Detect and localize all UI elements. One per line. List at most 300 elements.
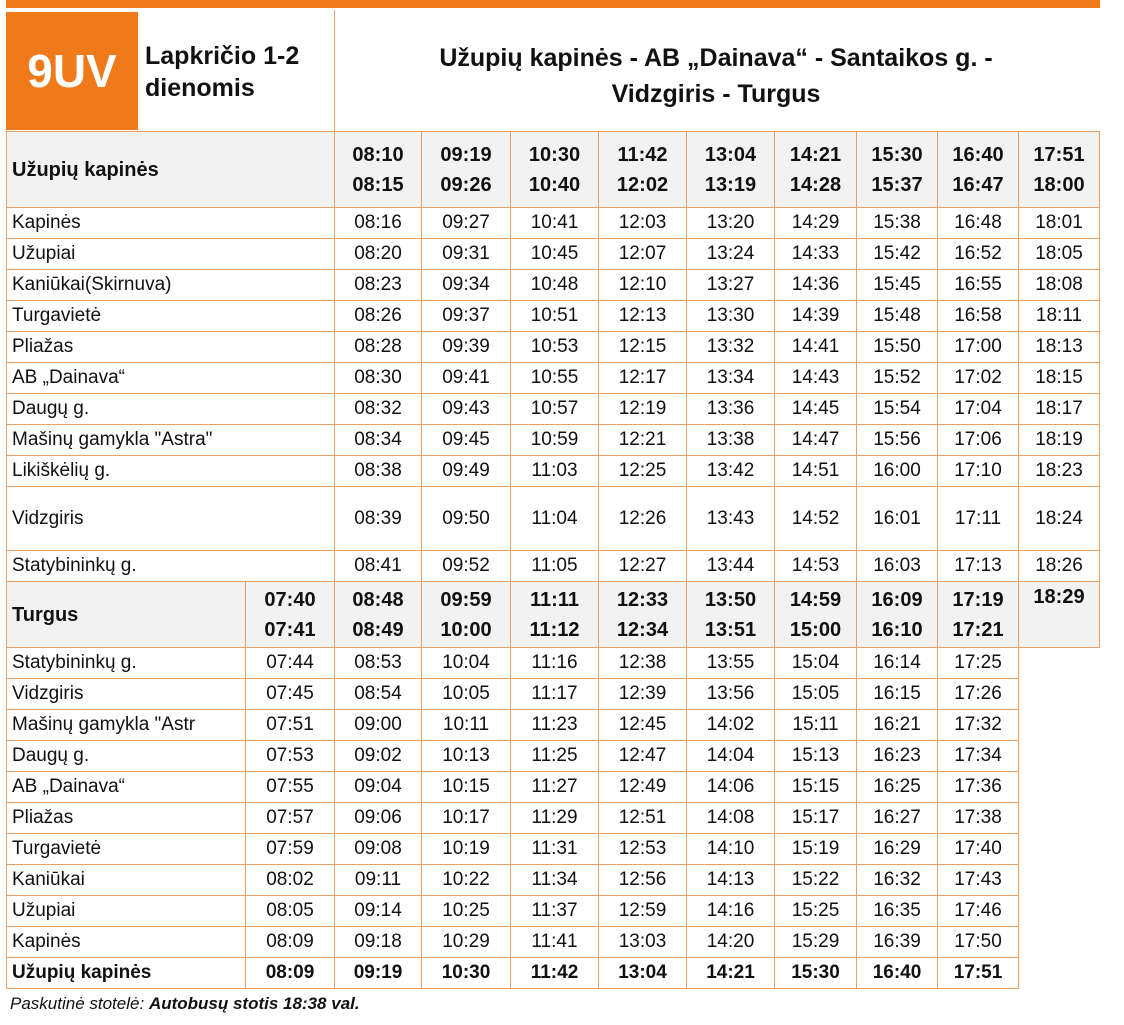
stop-name: Vidzgiris: [7, 679, 246, 710]
table-row: [7, 208, 1100, 239]
time-cell: 14:04: [687, 741, 775, 772]
time-cell: 17:32: [938, 710, 1019, 741]
time-value: 08:49: [352, 618, 404, 641]
stop-name: Statybininkų g.: [7, 648, 246, 679]
empty-cell: [1019, 648, 1100, 679]
timetable: [6, 131, 1100, 989]
time-cell: 11:04: [511, 487, 599, 551]
table-row: [7, 927, 1100, 958]
time-cell: 16:23: [857, 741, 938, 772]
departure-time: [335, 582, 422, 648]
header-divider: [334, 10, 335, 131]
time-cell: 15:50: [857, 332, 938, 363]
time-cell: 12:03: [599, 208, 687, 239]
time-cell: 18:19: [1019, 425, 1100, 456]
time-cell: 16:14: [857, 648, 938, 679]
time-cell: 14:20: [687, 927, 775, 958]
table-row: [7, 648, 1100, 679]
time-value: 10:40: [528, 173, 581, 196]
time-cell: 17:25: [938, 648, 1019, 679]
time-cell: 16:58: [938, 301, 1019, 332]
time-cell: 16:21: [857, 710, 938, 741]
top-accent-bar: [6, 0, 1100, 8]
time-cell: 14:29: [775, 208, 857, 239]
time-cell: 10:17: [422, 803, 511, 834]
time-cell: 13:42: [687, 456, 775, 487]
time-cell: 13:44: [687, 551, 775, 582]
time-cell: 10:45: [511, 239, 599, 270]
time-cell: 16:32: [857, 865, 938, 896]
table-row: [7, 582, 1100, 648]
departure-time: [422, 582, 511, 648]
time-cell: 14:08: [687, 803, 775, 834]
empty-cell: [1019, 679, 1100, 710]
time-cell: 16:00: [857, 456, 938, 487]
time-cell: 18:17: [1019, 394, 1100, 425]
time-cell: 10:13: [422, 741, 511, 772]
time-cell: 15:05: [775, 679, 857, 710]
empty-cell: [1019, 772, 1100, 803]
time-value: 15:30: [871, 143, 923, 166]
time-cell: 12:25: [599, 456, 687, 487]
time-cell: 13:24: [687, 239, 775, 270]
time-cell: 10:04: [422, 648, 511, 679]
time-cell: 10:51: [511, 301, 599, 332]
time-cell: 10:57: [511, 394, 599, 425]
empty-cell: [1019, 741, 1100, 772]
time-cell: 09:02: [335, 741, 422, 772]
time-cell: 09:45: [422, 425, 511, 456]
time-cell: 15:25: [775, 896, 857, 927]
time-cell: 14:43: [775, 363, 857, 394]
time-cell: 07:44: [246, 648, 335, 679]
time-cell: 14:53: [775, 551, 857, 582]
time-cell: 10:29: [422, 927, 511, 958]
route-title-line-2: Vidzgiris - Turgus: [611, 80, 821, 108]
time-cell: 09:06: [335, 803, 422, 834]
table-row: [7, 865, 1100, 896]
stop-name: AB „Dainava“: [7, 772, 246, 803]
departure-time: [687, 582, 775, 648]
time-value: 13:51: [704, 618, 757, 641]
time-cell: 07:59: [246, 834, 335, 865]
time-cell: 14:33: [775, 239, 857, 270]
time-cell: 16:01: [857, 487, 938, 551]
time-cell: 07:51: [246, 710, 335, 741]
time-cell: 09:39: [422, 332, 511, 363]
time-cell: 14:47: [775, 425, 857, 456]
time-cell: 13:04: [599, 958, 687, 989]
time-cell: 11:03: [511, 456, 599, 487]
table-row: [7, 772, 1100, 803]
time-cell: 15:11: [775, 710, 857, 741]
time-cell: 09:18: [335, 927, 422, 958]
time-cell: 12:45: [599, 710, 687, 741]
time-cell: 17:13: [938, 551, 1019, 582]
time-cell: 09:14: [335, 896, 422, 927]
table-row: [7, 710, 1100, 741]
time-value: 09:26: [440, 173, 492, 196]
stop-name: Pliažas: [7, 803, 246, 834]
time-cell: 14:41: [775, 332, 857, 363]
time-value: 13:04: [704, 143, 757, 166]
time-cell: 10:53: [511, 332, 599, 363]
time-cell: 16:29: [857, 834, 938, 865]
time-cell: 16:27: [857, 803, 938, 834]
time-value: 12:02: [616, 173, 669, 196]
days-line-1: Lapkričio 1-2: [145, 42, 300, 70]
table-row: [7, 425, 1100, 456]
time-value: 14:28: [789, 173, 842, 196]
time-cell: 17:38: [938, 803, 1019, 834]
time-cell: 18:11: [1019, 301, 1100, 332]
time-cell: 09:41: [422, 363, 511, 394]
time-cell: 12:13: [599, 301, 687, 332]
time-cell: 09:49: [422, 456, 511, 487]
time-cell: 13:32: [687, 332, 775, 363]
time-cell: 08:02: [246, 865, 335, 896]
time-cell: 10:25: [422, 896, 511, 927]
stop-name: Užupiai: [7, 239, 335, 270]
empty-cell: [1019, 710, 1100, 741]
time-cell: 15:17: [775, 803, 857, 834]
time-cell: 14:21: [687, 958, 775, 989]
time-cell: 11:27: [511, 772, 599, 803]
departure-time: [1019, 132, 1100, 208]
time-cell: 10:15: [422, 772, 511, 803]
time-cell: 13:27: [687, 270, 775, 301]
departure-time: [246, 582, 335, 648]
departure-time: [599, 582, 687, 648]
time-cell: 17:50: [938, 927, 1019, 958]
time-cell: 07:45: [246, 679, 335, 710]
time-cell: 15:45: [857, 270, 938, 301]
empty-cell: [1019, 803, 1100, 834]
time-cell: 10:19: [422, 834, 511, 865]
time-cell: 13:55: [687, 648, 775, 679]
route-number-badge: 9UV: [6, 12, 138, 130]
route-title: [336, 40, 1096, 112]
time-cell: 10:22: [422, 865, 511, 896]
time-cell: 18:05: [1019, 239, 1100, 270]
empty-cell: [1019, 896, 1100, 927]
time-cell: 08:05: [246, 896, 335, 927]
time-cell: 10:11: [422, 710, 511, 741]
stop-name: Mašinų gamykla "Astr: [7, 710, 246, 741]
time-cell: 08:53: [335, 648, 422, 679]
time-cell: 12:38: [599, 648, 687, 679]
time-cell: 10:41: [511, 208, 599, 239]
time-cell: 08:09: [246, 958, 335, 989]
time-cell: 15:13: [775, 741, 857, 772]
departure-time: [422, 132, 511, 208]
time-cell: 16:35: [857, 896, 938, 927]
time-cell: 08:32: [335, 394, 422, 425]
table-row: [7, 896, 1100, 927]
time-value: 16:47: [952, 173, 1004, 196]
table-row: [7, 834, 1100, 865]
time-value: 16:10: [871, 618, 923, 641]
time-cell: 12:27: [599, 551, 687, 582]
time-cell: 18:13: [1019, 332, 1100, 363]
departure-time: [775, 582, 857, 648]
time-cell: 09:34: [422, 270, 511, 301]
time-cell: 08:39: [335, 487, 422, 551]
time-cell: 18:23: [1019, 456, 1100, 487]
time-cell: 15:38: [857, 208, 938, 239]
time-cell: 12:51: [599, 803, 687, 834]
time-value: 13:19: [704, 173, 757, 196]
departure-time: [938, 582, 1019, 648]
empty-cell: [1019, 927, 1100, 958]
time-value: 15:37: [871, 173, 923, 196]
departure-time: [511, 582, 599, 648]
time-cell: 08:26: [335, 301, 422, 332]
departure-time: [857, 582, 938, 648]
time-cell: 17:36: [938, 772, 1019, 803]
time-cell: 12:49: [599, 772, 687, 803]
empty-cell: [1019, 865, 1100, 896]
time-cell: 14:39: [775, 301, 857, 332]
time-cell: 18:26: [1019, 551, 1100, 582]
time-value: 10:00: [440, 618, 492, 641]
time-value: 11:12: [529, 618, 580, 641]
time-cell: 11:34: [511, 865, 599, 896]
time-cell: 14:13: [687, 865, 775, 896]
time-cell: 11:16: [511, 648, 599, 679]
time-cell: 17:43: [938, 865, 1019, 896]
departure-time: [775, 132, 857, 208]
stop-name: Turgavietė: [7, 301, 335, 332]
table-row: [7, 551, 1100, 582]
time-cell: 17:00: [938, 332, 1019, 363]
time-cell: 09:43: [422, 394, 511, 425]
time-cell: 08:23: [335, 270, 422, 301]
time-cell: 15:15: [775, 772, 857, 803]
table-row: [7, 363, 1100, 394]
time-cell: 08:38: [335, 456, 422, 487]
time-value: 08:10: [352, 143, 404, 166]
time-value: 13:50: [704, 588, 757, 611]
time-cell: 13:36: [687, 394, 775, 425]
time-cell: 13:43: [687, 487, 775, 551]
time-cell: 10:48: [511, 270, 599, 301]
time-cell: 18:24: [1019, 487, 1100, 551]
stop-name: Kapinės: [7, 927, 246, 958]
time-cell: 15:22: [775, 865, 857, 896]
time-cell: 09:31: [422, 239, 511, 270]
stop-name: Užupių kapinės: [7, 958, 246, 989]
time-cell: 11:25: [511, 741, 599, 772]
table-row: [7, 394, 1100, 425]
time-cell: 18:15: [1019, 363, 1100, 394]
time-cell: 08:16: [335, 208, 422, 239]
time-cell: 15:42: [857, 239, 938, 270]
time-cell: 18:08: [1019, 270, 1100, 301]
time-cell: 11:41: [511, 927, 599, 958]
time-cell: 16:55: [938, 270, 1019, 301]
time-cell: 12:39: [599, 679, 687, 710]
time-cell: 09:37: [422, 301, 511, 332]
time-cell: 14:10: [687, 834, 775, 865]
table-row: [7, 301, 1100, 332]
time-cell: 08:41: [335, 551, 422, 582]
stop-name: Daugų g.: [7, 394, 335, 425]
table-row: [7, 741, 1100, 772]
time-cell: 14:02: [687, 710, 775, 741]
time-cell: 17:04: [938, 394, 1019, 425]
departure-time: [938, 132, 1019, 208]
time-cell: 11:31: [511, 834, 599, 865]
stop-name: Statybininkų g.: [7, 551, 335, 582]
time-value: 17:51: [1033, 143, 1085, 166]
time-cell: 08:30: [335, 363, 422, 394]
time-cell: 13:56: [687, 679, 775, 710]
time-cell: 08:28: [335, 332, 422, 363]
departure-time: [335, 132, 422, 208]
time-cell: 10:30: [422, 958, 511, 989]
time-cell: 12:10: [599, 270, 687, 301]
time-cell: 12:53: [599, 834, 687, 865]
time-value: 16:40: [952, 143, 1004, 166]
time-cell: 14:45: [775, 394, 857, 425]
time-value: 18:00: [1033, 173, 1085, 196]
time-cell: 09:08: [335, 834, 422, 865]
table-row: [7, 803, 1100, 834]
stop-name: Turgavietė: [7, 834, 246, 865]
time-cell: 12:26: [599, 487, 687, 551]
time-cell: 07:57: [246, 803, 335, 834]
time-value: 12:34: [616, 618, 669, 641]
time-cell: 09:19: [335, 958, 422, 989]
time-cell: 17:40: [938, 834, 1019, 865]
time-cell: 15:56: [857, 425, 938, 456]
time-value: 09:59: [440, 588, 492, 611]
stop-name: Likiškėlių g.: [7, 456, 335, 487]
stop-name: Turgus: [7, 582, 246, 648]
time-cell: 16:52: [938, 239, 1019, 270]
footer-label: Paskutinė stotelė:: [10, 994, 145, 1013]
departure-time: [687, 132, 775, 208]
time-cell: 17:26: [938, 679, 1019, 710]
time-cell: 09:00: [335, 710, 422, 741]
table-row: [7, 487, 1100, 551]
time-cell: 16:25: [857, 772, 938, 803]
stop-name: Užupiai: [7, 896, 246, 927]
time-cell: 09:52: [422, 551, 511, 582]
time-cell: 11:17: [511, 679, 599, 710]
time-cell: 12:47: [599, 741, 687, 772]
time-cell: 12:21: [599, 425, 687, 456]
table-row: [7, 132, 1100, 208]
time-cell: 17:51: [938, 958, 1019, 989]
time-value: 14:21: [789, 143, 842, 166]
time-value: 17:19: [952, 588, 1004, 611]
time-cell: 15:48: [857, 301, 938, 332]
table-row: [7, 679, 1100, 710]
time-cell: 13:38: [687, 425, 775, 456]
time-cell: 09:11: [335, 865, 422, 896]
time-cell: 13:30: [687, 301, 775, 332]
route-title-line-1: Užupių kapinės - AB „Dainava“ - Santaikos g. -: [439, 44, 993, 72]
time-cell: 17:06: [938, 425, 1019, 456]
time-cell: 08:54: [335, 679, 422, 710]
time-cell: 16:48: [938, 208, 1019, 239]
time-value: 15:00: [789, 618, 842, 641]
time-cell: 13:34: [687, 363, 775, 394]
time-cell: 14:06: [687, 772, 775, 803]
time-cell: 10:55: [511, 363, 599, 394]
departure-time: [599, 132, 687, 208]
time-cell: 07:55: [246, 772, 335, 803]
empty-cell: [1019, 834, 1100, 865]
time-value: 09:19: [440, 143, 492, 166]
time-cell: 17:10: [938, 456, 1019, 487]
time-value: 11:11: [530, 588, 579, 611]
departure-time: [511, 132, 599, 208]
footer-value: Autobusų stotis 18:38 val.: [148, 994, 360, 1013]
time-value: 14:59: [789, 588, 842, 611]
time-cell: 18:01: [1019, 208, 1100, 239]
time-cell: 16:15: [857, 679, 938, 710]
time-cell: 12:19: [599, 394, 687, 425]
table-row: [7, 270, 1100, 301]
time-cell: 11:05: [511, 551, 599, 582]
stop-name: Vidzgiris: [7, 487, 335, 551]
table-row: [7, 456, 1100, 487]
stop-name: Daugų g.: [7, 741, 246, 772]
time-cell: 17:11: [938, 487, 1019, 551]
time-cell: 09:50: [422, 487, 511, 551]
time-value: 07:40: [264, 588, 316, 611]
time-value: 12:33: [616, 588, 669, 611]
time-cell: 15:52: [857, 363, 938, 394]
departure-time: 18:29: [1019, 582, 1100, 648]
time-cell: 14:51: [775, 456, 857, 487]
time-cell: 11:23: [511, 710, 599, 741]
time-value: 17:21: [952, 618, 1004, 641]
time-value: 08:15: [352, 173, 404, 196]
days-line-2: dienomis: [145, 74, 255, 102]
time-value: 16:09: [871, 588, 923, 611]
time-cell: 08:34: [335, 425, 422, 456]
time-cell: 09:04: [335, 772, 422, 803]
time-cell: 11:29: [511, 803, 599, 834]
time-cell: 13:03: [599, 927, 687, 958]
time-cell: 08:20: [335, 239, 422, 270]
time-cell: 15:04: [775, 648, 857, 679]
time-cell: 15:54: [857, 394, 938, 425]
time-cell: 16:39: [857, 927, 938, 958]
time-value: 07:41: [264, 618, 316, 641]
time-cell: 10:05: [422, 679, 511, 710]
time-cell: 09:27: [422, 208, 511, 239]
time-cell: 15:19: [775, 834, 857, 865]
stop-name: Kaniūkai: [7, 865, 246, 896]
stop-name: Kaniūkai(Skirnuva): [7, 270, 335, 301]
time-value: 08:48: [352, 588, 404, 611]
departure-time: [857, 132, 938, 208]
time-cell: 16:03: [857, 551, 938, 582]
time-cell: 08:09: [246, 927, 335, 958]
time-value: 11:42: [617, 143, 668, 166]
table-row: [7, 239, 1100, 270]
time-cell: 14:52: [775, 487, 857, 551]
time-cell: 14:36: [775, 270, 857, 301]
time-cell: 12:07: [599, 239, 687, 270]
table-row: [7, 332, 1100, 363]
time-value: 10:30: [528, 143, 581, 166]
